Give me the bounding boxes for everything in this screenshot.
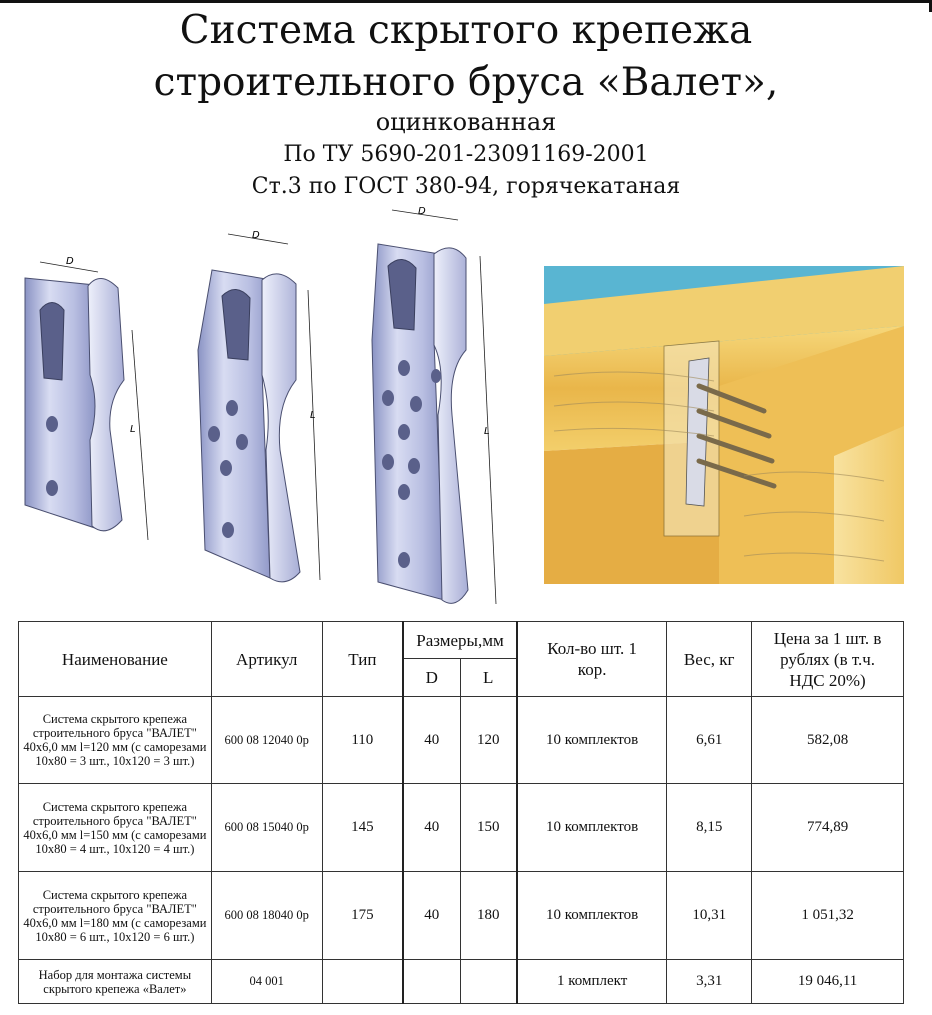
header-weight: Вес, кг	[667, 622, 752, 697]
fastener-145-drawing	[198, 230, 320, 582]
row-weight: 8,15	[667, 784, 752, 872]
fastener-110-length-label: L	[130, 424, 136, 435]
row-d	[403, 960, 460, 1004]
row-name: Набор для монтажа системы скрытого крепежа «Валет»	[19, 960, 212, 1004]
row-article: 600 08 12040 0р	[211, 697, 322, 784]
row-price: 19 046,11	[752, 960, 904, 1004]
title-line-1: Система скрытого крепежа	[179, 8, 753, 53]
row-weight: 10,31	[667, 872, 752, 960]
row-qty: 10 комплектов	[517, 697, 667, 784]
row-l: 150	[460, 784, 517, 872]
row-name: Система скрытого крепежа строительного бруса "ВАЛЕТ" 40х6,0 мм l=150 мм (с саморезами 10х80 = 4 шт., 10х120 = 4 шт.)	[19, 784, 212, 872]
header-d: D	[403, 659, 460, 697]
subtitle-spec-tu: По ТУ 5690-201-23091169-2001	[283, 142, 649, 167]
row-qty: 10 комплектов	[517, 872, 667, 960]
fastener-175-drawing	[372, 206, 496, 604]
row-l	[460, 960, 517, 1004]
table-row	[19, 872, 904, 960]
row-type: 175	[322, 872, 403, 960]
fastener-drawings	[0, 200, 540, 610]
header-l: L	[460, 659, 517, 697]
fastener-175-width-label: D	[418, 206, 426, 217]
fastener-145-length-label: L	[310, 410, 316, 421]
fastener-145-width-label: D	[252, 230, 260, 241]
row-name: Система скрытого крепежа строительного бруса "ВАЛЕТ" 40х6,0 мм l=180 мм (с саморезами 10х80 = 6 шт., 10х120 = 6 шт.)	[19, 872, 212, 960]
row-price: 1 051,32	[752, 872, 904, 960]
row-article: 600 08 18040 0р	[211, 872, 322, 960]
header-dimensions: Размеры,мм	[403, 622, 517, 659]
table-row	[19, 960, 904, 1004]
row-price: 582,08	[752, 697, 904, 784]
row-qty: 10 комплектов	[517, 784, 667, 872]
row-type: 110	[322, 697, 403, 784]
row-l: 180	[460, 872, 517, 960]
table-row	[19, 697, 904, 784]
row-price: 774,89	[752, 784, 904, 872]
row-type	[322, 960, 403, 1004]
row-l: 120	[460, 697, 517, 784]
header-name: Наименование	[19, 622, 212, 697]
title-line-2: строительного бруса «Валет»,	[153, 60, 779, 105]
subtitle-spec-gost: Ст.3 по ГОСТ 380-94, горячекатаная	[251, 174, 681, 199]
header-article: Артикул	[211, 622, 322, 697]
top-border-line	[0, 0, 932, 3]
row-d: 40	[403, 872, 460, 960]
row-name: Система скрытого крепежа строительного бруса "ВАЛЕТ" 40х6,0 мм l=120 мм (с саморезами 10х80 = 3 шт., 10х120 = 3 шт.)	[19, 697, 212, 784]
fastener-110-width-label: D	[66, 256, 74, 267]
row-d: 40	[403, 784, 460, 872]
table-row	[19, 784, 904, 872]
installation-illustration	[544, 266, 904, 584]
header-qty: Кол-во шт. 1 кор.	[517, 622, 667, 697]
header-type: Тип	[322, 622, 403, 697]
row-qty: 1 комплект	[517, 960, 667, 1004]
fastener-175-length-label: L	[484, 426, 490, 437]
row-weight: 6,61	[667, 697, 752, 784]
row-article: 04 001	[211, 960, 322, 1004]
header-price: Цена за 1 шт. в рублях (в т.ч. НДС 20%)	[752, 622, 904, 697]
row-type: 145	[322, 784, 403, 872]
subtitle-coating: оцинкованная	[375, 108, 557, 136]
fastener-110-drawing	[25, 256, 148, 540]
row-article: 600 08 15040 0р	[211, 784, 322, 872]
row-weight: 3,31	[667, 960, 752, 1004]
row-d: 40	[403, 697, 460, 784]
product-table	[18, 621, 904, 1004]
